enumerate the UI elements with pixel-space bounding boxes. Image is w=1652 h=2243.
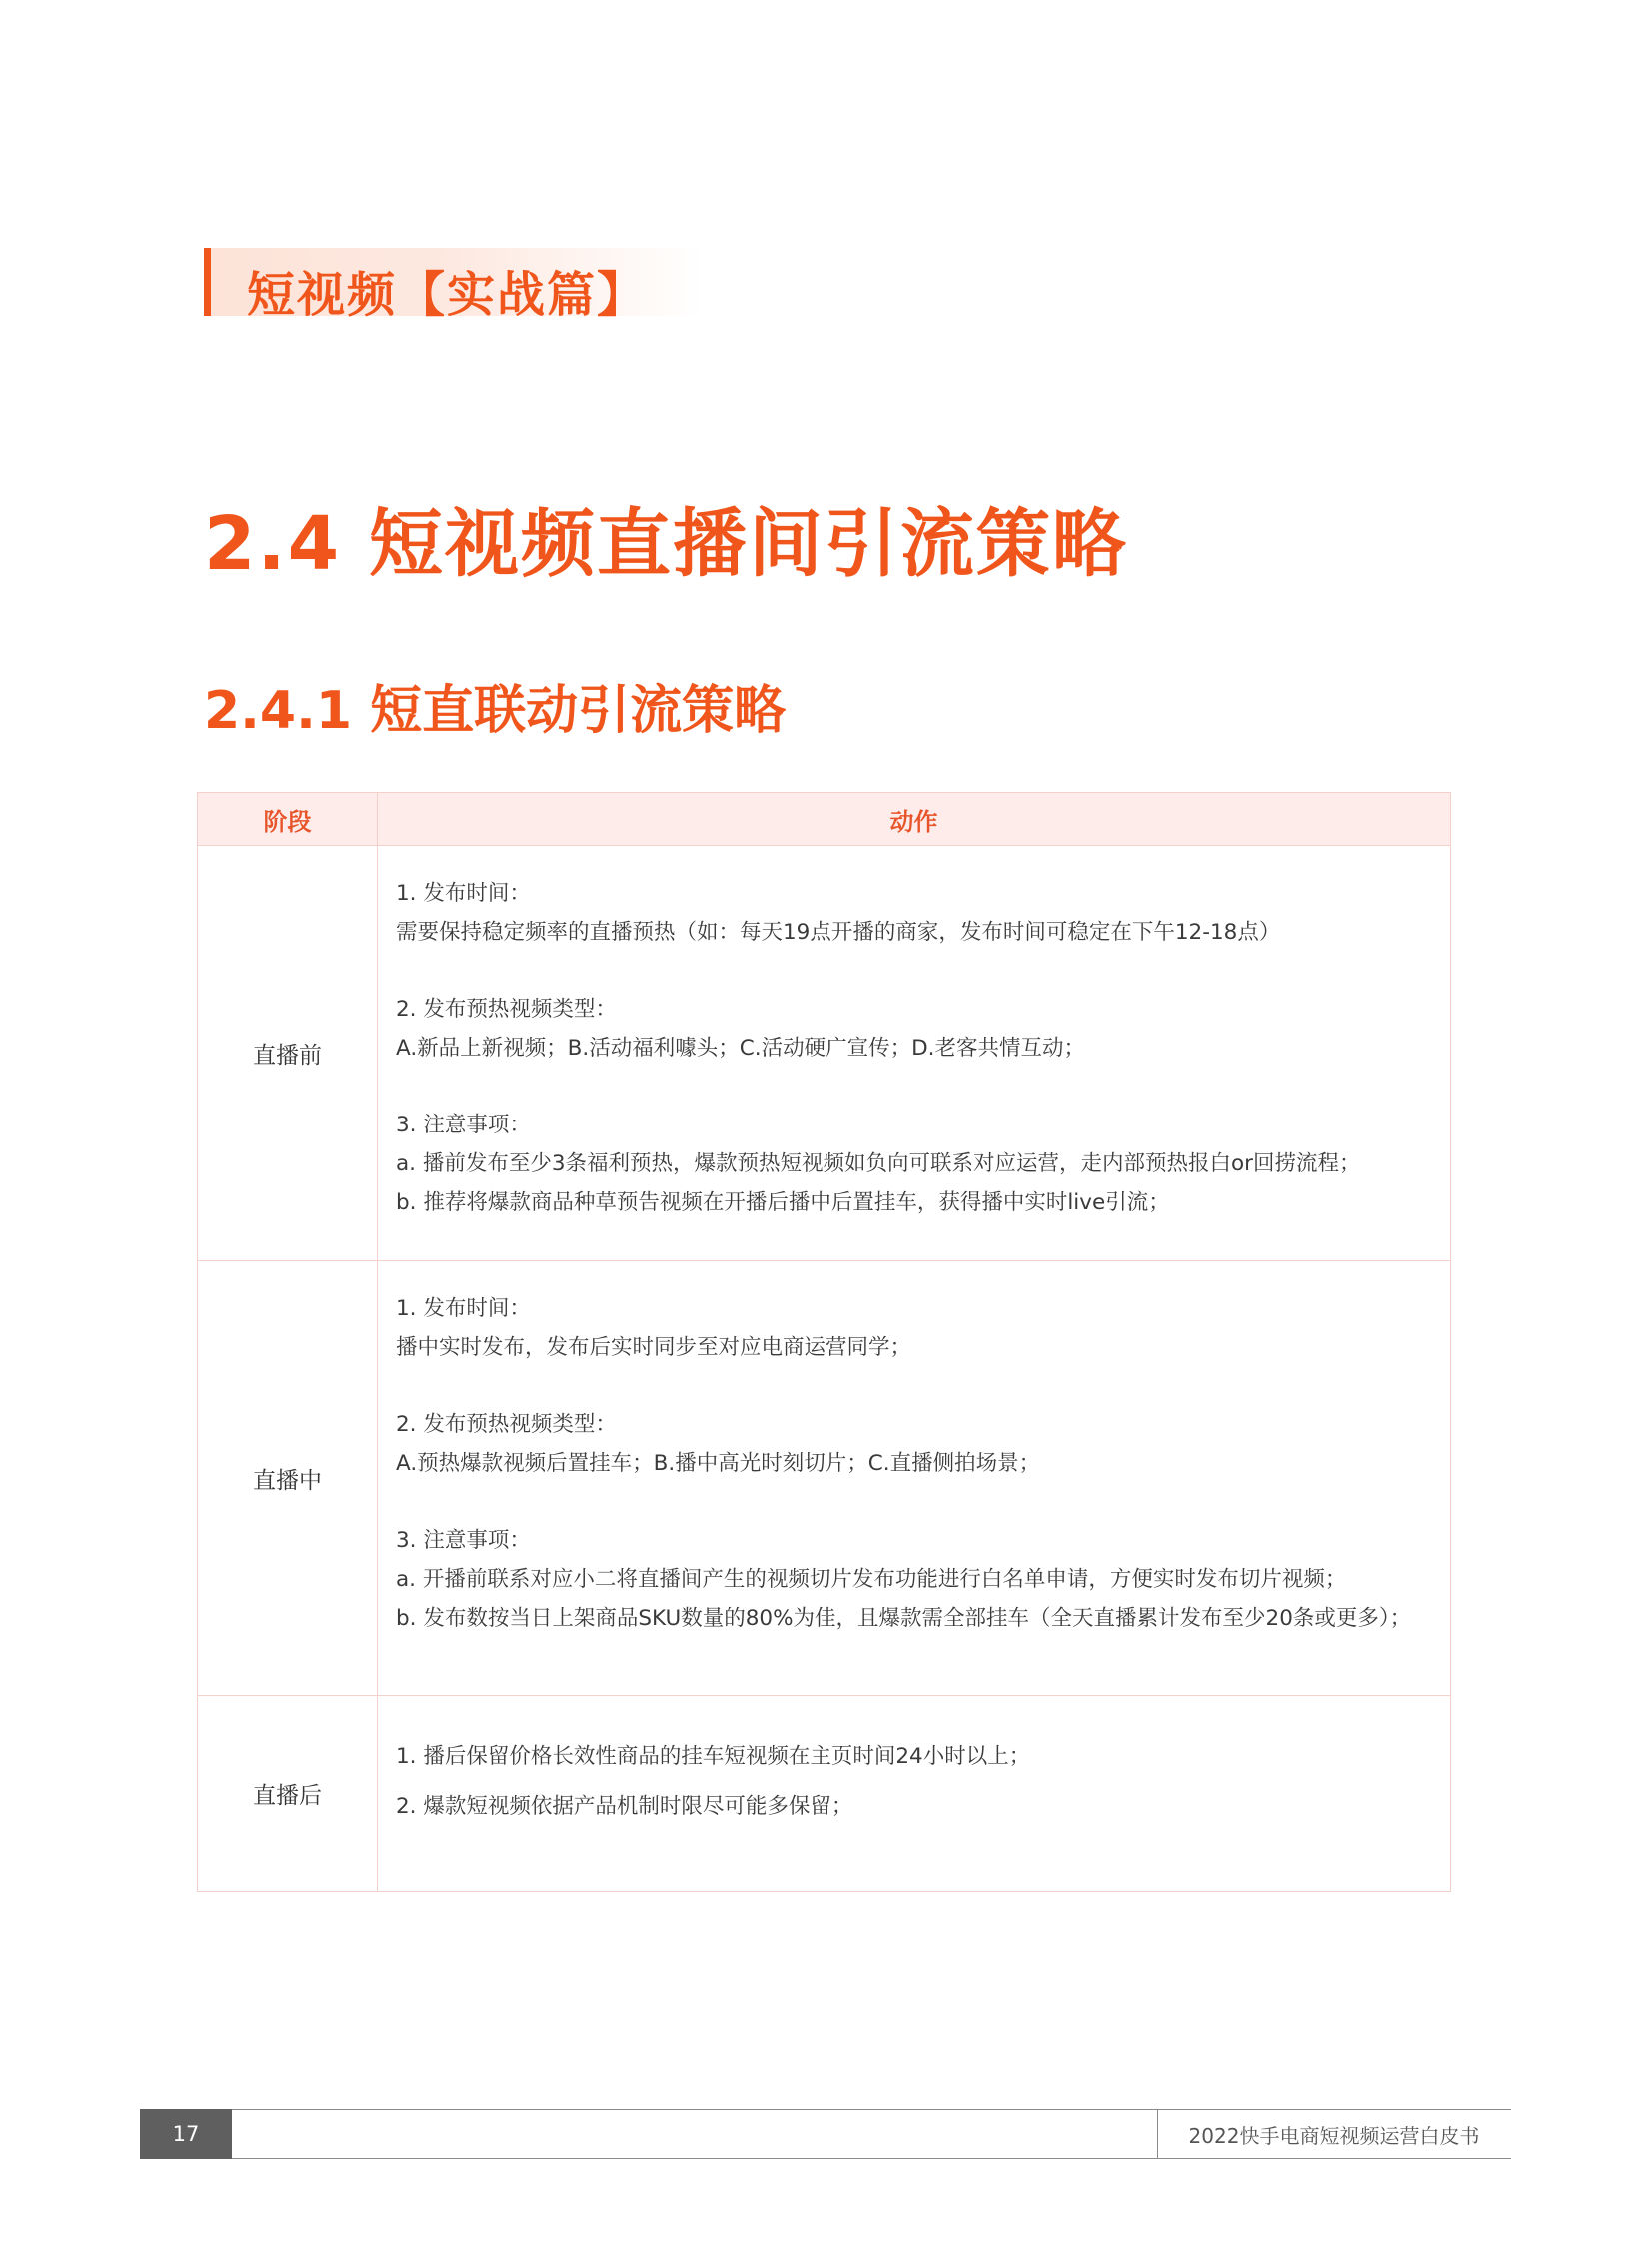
- header-stage: 阶段: [198, 793, 378, 846]
- footer-doc-title: 2022快手电商短视频运营白皮书: [1188, 2123, 1480, 2148]
- table-row: [198, 846, 1451, 1261]
- action-line: A.预热爆款视频后置挂车；B.播中高光时刻切片；C.直播侧拍场景；: [396, 1451, 1041, 1476]
- action-cell: [378, 1696, 1451, 1892]
- action-spacer: [396, 1068, 1432, 1106]
- page-subheading: 2.4.1 短直联动引流策略: [204, 681, 787, 741]
- header-action: 动作: [378, 793, 1451, 846]
- page-heading: 2.4 短视频直播间引流策略: [204, 501, 1128, 587]
- page-number: 17: [140, 2109, 232, 2159]
- action-line: 3. 注意事项：: [396, 1113, 531, 1137]
- action-cell: [378, 1261, 1451, 1696]
- strategy-table: [197, 792, 1451, 1892]
- action-line: 播中实时发布，发布后实时同步至对应电商运营同学；: [396, 1335, 912, 1360]
- action-cell: [378, 846, 1451, 1261]
- action-line: 2. 发布预热视频类型：: [396, 997, 617, 1022]
- action-spacer: [396, 1367, 1432, 1405]
- action-line: 2. 发布预热视频类型：: [396, 1412, 617, 1437]
- action-line: 2. 爆款短视频依据产品机制时限尽可能多保留；: [396, 1794, 853, 1819]
- table-row: [198, 1696, 1451, 1892]
- action-line: A.新品上新视频；B.活动福利噱头；C.活动硬广宣传；D.老客共情互动；: [396, 1036, 1085, 1061]
- section-tag: [204, 248, 704, 323]
- action-line: b. 推荐将爆款商品种草预告视频在开播后播中后置挂车，获得播中实时live引流；: [396, 1190, 1170, 1215]
- action-line: b. 发布数按当日上架商品SKU数量的80%为佳，且爆款需全部挂车（全天直播累计发布至少20条或更多）；: [396, 1606, 1412, 1631]
- action-line: 1. 播后保留价格长效性商品的挂车短视频在主页时间24小时以上；: [396, 1744, 1031, 1769]
- action-spacer: [396, 1483, 1432, 1521]
- action-line: a. 开播前联系对应小二将直播间产生的视频切片发布功能进行白名单申请，方便实时发布切片视频；: [396, 1567, 1347, 1592]
- table-header-row: [198, 793, 1451, 846]
- action-spacer: [396, 952, 1432, 990]
- table-row: [198, 1261, 1451, 1696]
- stage-cell: 直播中: [198, 1261, 378, 1696]
- stage-cell: 直播前: [198, 846, 378, 1261]
- action-line: 需要保持稳定频率的直播预热（如：每天19点开播的商家，发布时间可稳定在下午12-18点）: [396, 920, 1281, 945]
- action-line: 1. 发布时间：: [396, 1296, 531, 1321]
- action-line: a. 播前发布至少3条福利预热，爆款预热短视频如负向可联系对应运营，走内部预热报白or回捞流程；: [396, 1151, 1361, 1176]
- action-line: 3. 注意事项：: [396, 1528, 531, 1553]
- section-tag-label: 短视频【实战篇】: [247, 267, 648, 323]
- stage-cell: 直播后: [198, 1696, 378, 1892]
- action-line: 1. 发布时间：: [396, 881, 531, 906]
